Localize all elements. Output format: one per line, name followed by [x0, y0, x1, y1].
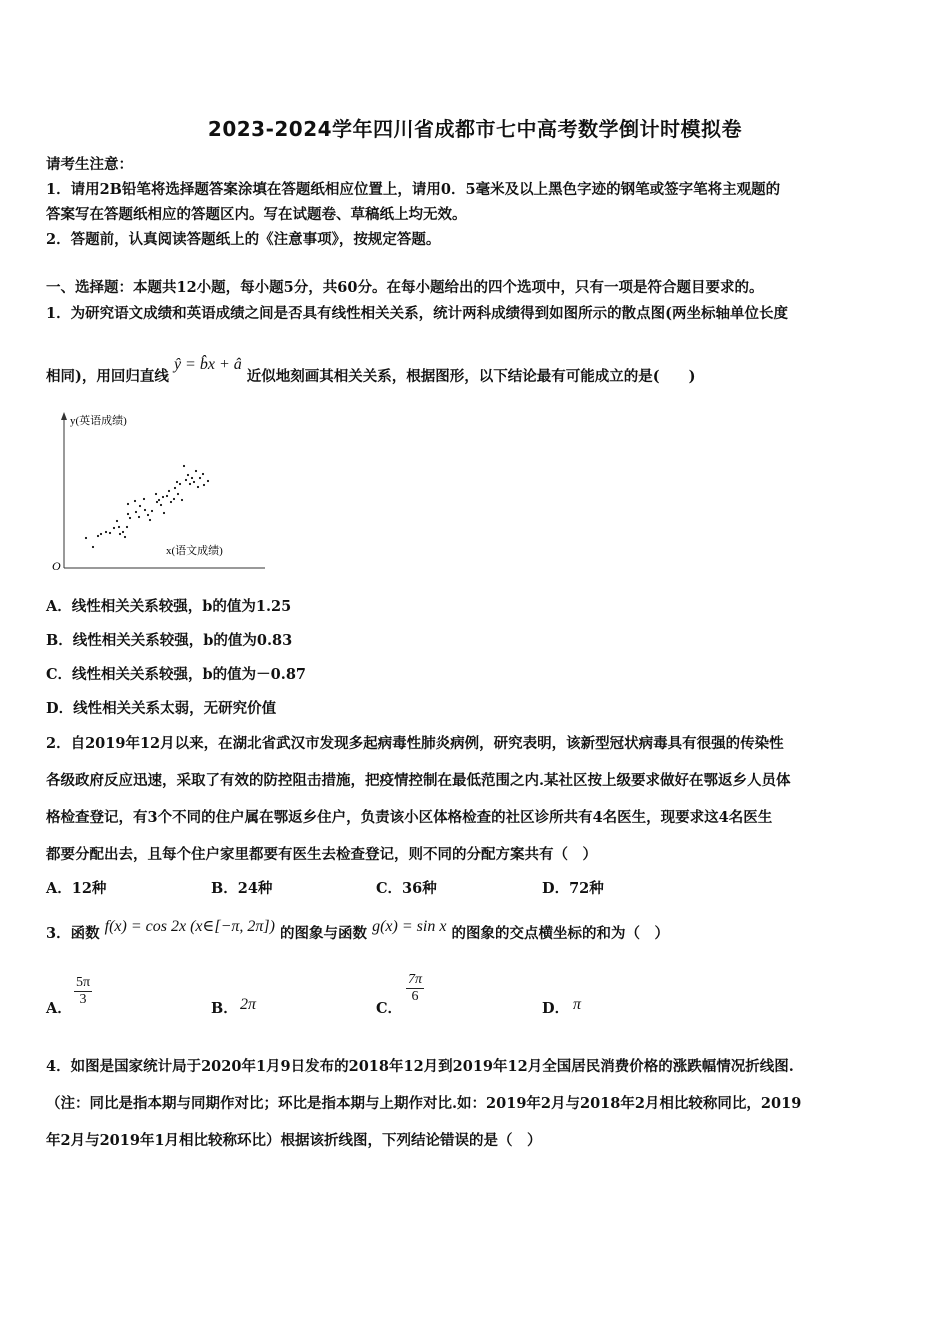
notice-item-1: 1．请用2B铅笔将选择题答案涂填在答题纸相应位置上，请用0．5毫米及以上黑色字迹的钢笔或签字笔将主观题的 [46, 181, 781, 198]
scatter-point-33 [170, 501, 172, 503]
scatter-point-5 [109, 532, 111, 534]
scatter-point-20 [143, 498, 145, 500]
scatter-point-39 [181, 499, 183, 501]
scatter-point-26 [156, 501, 158, 503]
scatter-point-34 [173, 498, 175, 500]
origin-label: O [52, 559, 61, 573]
q4-line-3: 年2月与2019年1月相比较称环比）根据该折线图，下列结论错误的是（ ） [46, 1132, 542, 1149]
scatter-point-21 [144, 509, 146, 511]
notice-item-1-cont: 答案写在答题纸相应的答题区内。写在试题卷、草稿纸上均无效。 [46, 206, 467, 223]
q3-option-a-denominator: 3 [79, 992, 87, 1007]
scatter-point-37 [177, 493, 179, 495]
q1-scatter-plot [40, 408, 270, 583]
scatter-point-9 [119, 533, 121, 535]
y-axis-arrow-icon [61, 412, 67, 420]
scatter-point-23 [149, 519, 151, 521]
scatter-point-50 [203, 484, 205, 486]
scatter-point-46 [195, 470, 197, 472]
scatter-point-31 [166, 495, 168, 497]
scatter-point-6 [113, 527, 115, 529]
scatter-point-32 [168, 490, 170, 492]
scatter-point-17 [135, 511, 137, 513]
q2-line-3: 格检查登记，有3个不同的住户属在鄂返乡住户，负责该小区体格检查的社区诊所共有4名医生，现要求这4名医生 [46, 809, 773, 826]
q3-option-a-fraction [74, 975, 92, 1008]
scatter-point-27 [158, 499, 160, 501]
q3-option-c-fraction [406, 972, 424, 1005]
scatter-point-28 [160, 504, 162, 506]
scatter-point-45 [193, 481, 195, 483]
q1-line-1: 1．为研究语文成绩和英语成绩之间是否具有线性相关关系，统计两科成绩得到如图所示的散点图(两坐标轴单位长度 [46, 305, 788, 322]
q1-regression-formula: ŷ = b̂x + â [173, 356, 242, 373]
q3-stem-post: 的图象的交点横坐标的和为（ ） [451, 925, 669, 942]
q2-option-d: D．72种 [542, 880, 604, 897]
q1-option-a: A．线性相关关系较强，b的值为1.25 [46, 598, 292, 615]
scatter-point-30 [163, 512, 165, 514]
q3-option-c-numerator: 7π [408, 972, 423, 987]
scatter-point-12 [126, 526, 128, 528]
scatter-point-51 [207, 480, 209, 482]
q2-line-1: 2．自2019年12月以来，在湖北省武汉市发现多起病毒性肺炎病例，研究表明，该新型冠状病毒具有很强的传染性 [46, 735, 784, 752]
scatter-point-7 [116, 520, 118, 522]
q3-option-b-value: 2π [240, 996, 257, 1013]
q2-option-c: C．36种 [376, 880, 437, 897]
scatter-point-42 [187, 474, 189, 476]
scatter-point-16 [134, 500, 136, 502]
scatter-point-38 [179, 483, 181, 485]
scatter-point-3 [100, 533, 102, 535]
scatter-point-44 [191, 477, 193, 479]
scatter-point-15 [129, 517, 131, 519]
scatter-point-40 [183, 465, 185, 467]
scatter-point-18 [138, 516, 140, 518]
scatter-point-24 [151, 510, 153, 512]
scatter-point-14 [127, 513, 129, 515]
scatter-point-11 [124, 536, 126, 538]
scatter-point-13 [127, 503, 129, 505]
q2-line-2: 各级政府反应迅速，采取了有效的防控阻击措施，把疫情控制在最低范围之内.某社区按上级要求做好在鄂返乡人员体 [46, 772, 791, 789]
q3-option-a-numerator: 5π [76, 975, 91, 990]
q4-line-2: （注：同比是指本期与同期作对比；环比是指本期与上期作对比.如：2019年2月与2018年2月相比较称同比，2019 [46, 1095, 802, 1112]
q3-stem-mid: 的图象与函数 [280, 925, 368, 942]
scatter-point-2 [97, 535, 99, 537]
q2-option-a: A．12种 [46, 880, 107, 897]
q3-option-d-value: π [573, 996, 582, 1013]
q3-stem-pre: 3．函数 [46, 925, 100, 942]
x-axis-label: x(语文成绩) [166, 545, 223, 557]
q1-line-2 [46, 356, 696, 386]
notice-heading: 请考生注意： [46, 156, 133, 173]
scatter-point-36 [176, 481, 178, 483]
q3-option-c-denominator: 6 [411, 989, 419, 1004]
scatter-point-48 [199, 477, 201, 479]
scatter-point-4 [105, 531, 107, 533]
q1-option-b: B．线性相关关系较强，b的值为0.83 [46, 632, 293, 649]
q2-line-4: 都要分配出去，且每个住户家里都要有医生去检查登记，则不同的分配方案共有（ ） [46, 846, 597, 863]
q3-option-a-label: A． [46, 1000, 72, 1017]
q3-function-g: g(x) = sin x [372, 918, 447, 935]
scatter-point-10 [122, 531, 124, 533]
notice-item-2: 2．答题前，认真阅读答题纸上的《注意事项》，按规定答题。 [46, 231, 441, 248]
q1-line-2-pre: 相同)，用回归直线 [46, 368, 169, 385]
q1-option-d: D．线性相关关系太弱，无研究价值 [46, 700, 277, 717]
page-title: 2023-2024学年四川省成都市七中高考数学倒计时模拟卷 [207, 117, 743, 141]
scatter-point-1 [92, 546, 94, 548]
scatter-point-35 [174, 487, 176, 489]
scatter-points [85, 465, 209, 548]
scatter-point-22 [147, 514, 149, 516]
scatter-point-29 [162, 496, 164, 498]
scatter-point-41 [185, 479, 187, 481]
scatter-point-25 [155, 493, 157, 495]
scatter-point-47 [197, 486, 199, 488]
q2-option-b: B．24种 [211, 880, 273, 897]
q4-line-1: 4．如图是国家统计局于2020年1月9日发布的2018年12月到2019年12月全国居民消费价格的涨跌幅情况折线图. [46, 1058, 794, 1075]
scatter-point-0 [85, 537, 87, 539]
y-axis-label: y(英语成绩) [70, 415, 127, 427]
scatter-point-49 [202, 473, 204, 475]
scatter-point-8 [118, 526, 120, 528]
q3-option-b-label: B． [211, 1000, 238, 1017]
q3-option-d-label: D． [542, 1000, 570, 1017]
q1-line-2-post: 近似地刻画其相关关系，根据图形，以下结论最有可能成立的是( ) [246, 368, 696, 385]
q3-option-c-label: C． [376, 1000, 403, 1017]
q3-stem [46, 918, 669, 943]
scatter-point-43 [189, 483, 191, 485]
section-1-heading: 一、选择题：本题共12小题，每小题5分，共60分。在每小题给出的四个选项中，只有一项是符合题目要求的。 [46, 279, 764, 296]
q1-option-c: C．线性相关关系较强，b的值为－0.87 [46, 666, 306, 683]
q3-function-f: f(x) = cos 2x (x∈[−π, 2π]) [104, 918, 275, 935]
scatter-point-19 [139, 505, 141, 507]
